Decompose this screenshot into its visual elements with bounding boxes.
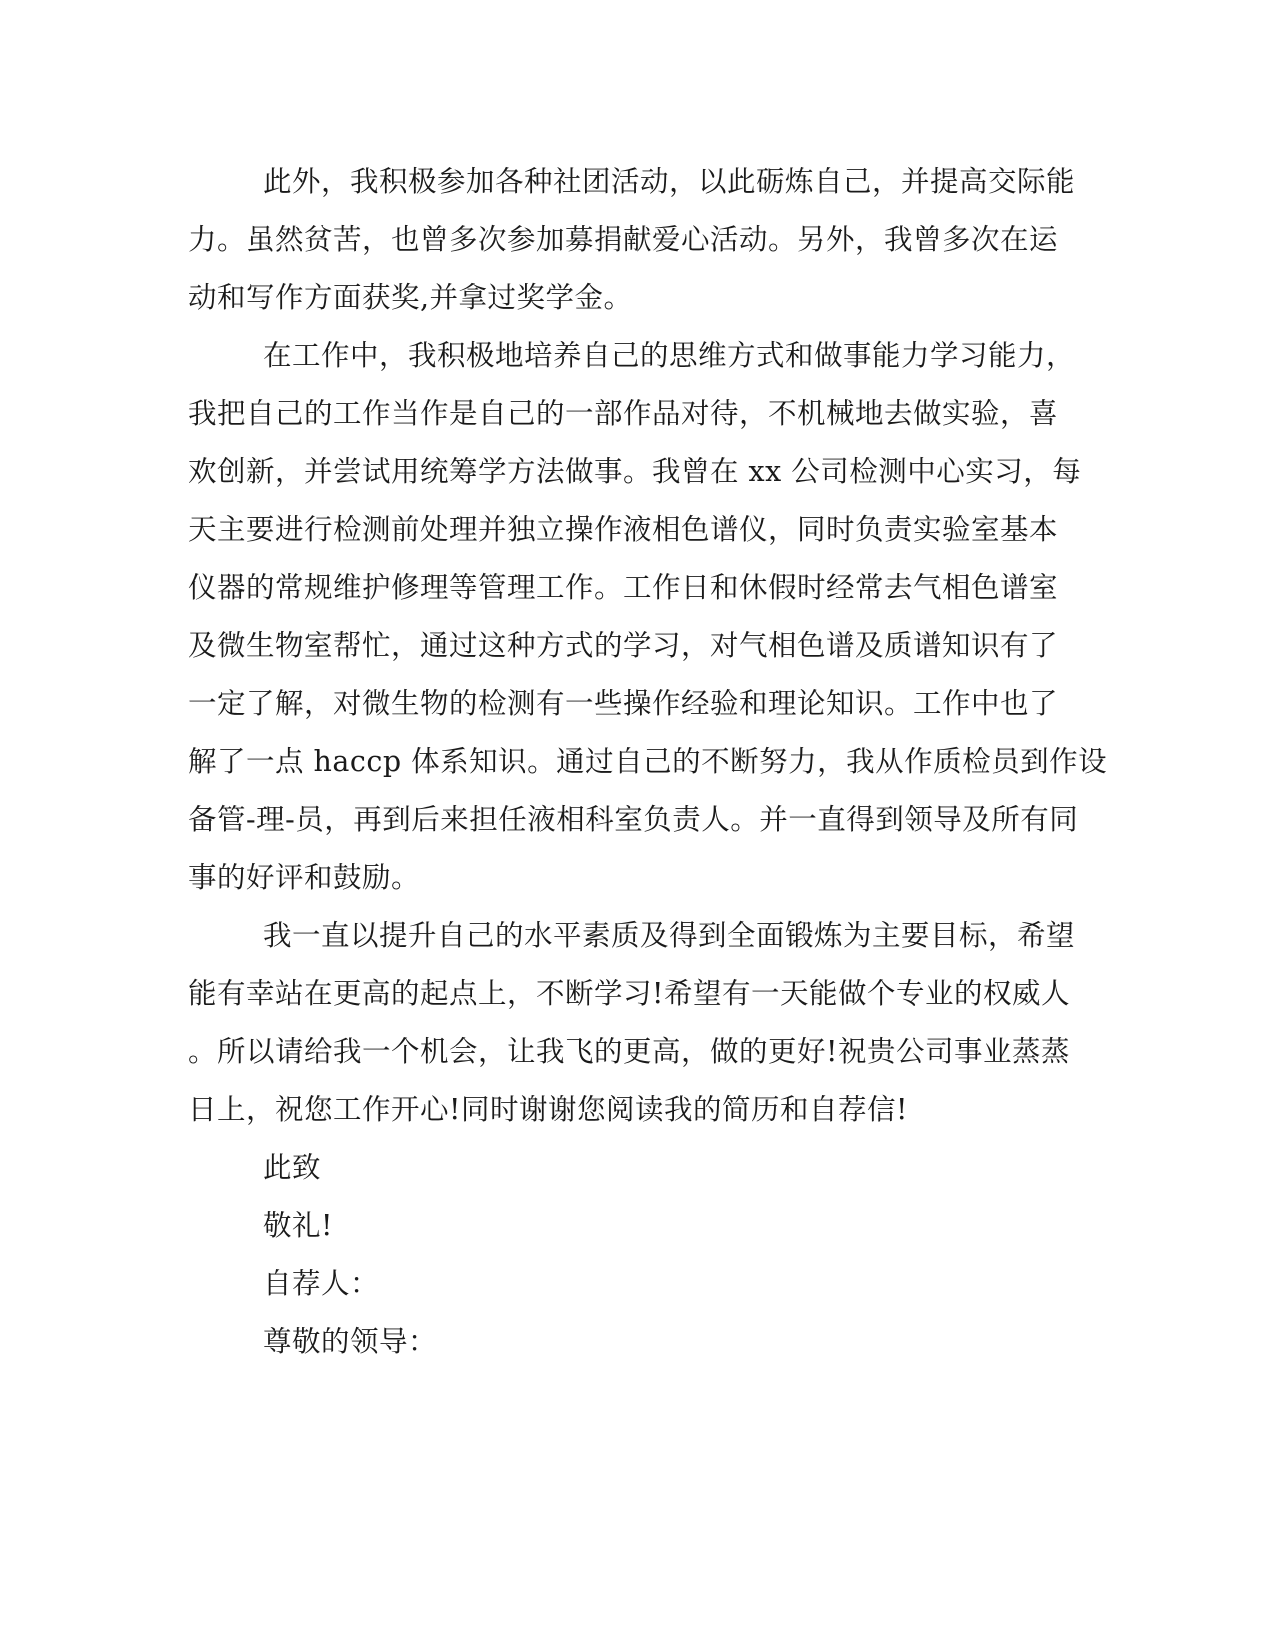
paragraph-2-line-9: 备管-理-员，再到后来担任液相科室负责人。并一直得到领导及所有同 [188,803,1079,836]
signature-label: 自荐人： [263,1267,380,1300]
paragraph-2-line-7: 一定了解，对微生物的检测有一些操作经验和理论知识。工作中也了 [188,687,1059,720]
closing-jing-li: 敬礼! [263,1209,333,1242]
salutation: 尊敬的领导： [263,1325,438,1358]
paragraph-2-line-8: 解了一点 haccp 体系知识。通过自己的不断努力，我从作质检员到作设 [188,745,1108,778]
paragraph-1-line-3: 动和写作方面获奖,并拿过奖学金。 [188,281,633,314]
paragraph-2-line-5: 仪器的常规维护修理等管理工作。工作日和休假时经常去气相色谱室 [188,571,1059,604]
paragraph-2-line-6: 及微生物室帮忙，通过这种方式的学习，对气相色谱及质谱知识有了 [188,629,1059,662]
closing-ci-zhi: 此致 [263,1151,322,1184]
paragraph-2-line-10: 事的好评和鼓励。 [188,861,421,894]
paragraph-3-line-4: 日上，祝您工作开心!同时谢谢您阅读我的简历和自荐信! [188,1093,908,1126]
paragraph-2-line-4: 天主要进行检测前处理并独立操作液相色谱仪，同时负责实验室基本 [188,513,1059,546]
paragraph-1-line-2: 力。虽然贫苦，也曾多次参加募捐献爱心活动。另外，我曾多次在运 [188,223,1059,256]
paragraph-2-line-1: 在工作中，我积极地培养自己的思维方式和做事能力学习能力， [263,339,1076,372]
paragraph-3-line-2: 能有幸站在更高的起点上，不断学习!希望有一天能做个专业的权威人 [188,977,1070,1010]
paragraph-2-line-3: 欢创新，并尝试用统筹学方法做事。我曾在 xx 公司检测中心实习，每 [188,455,1082,488]
paragraph-1-line-1: 此外，我积极参加各种社团活动，以此砺炼自己，并提高交际能 [263,165,1076,198]
paragraph-3-line-3: 。所以请给我一个机会，让我飞的更高，做的更好!祝贵公司事业蒸蒸 [188,1035,1070,1068]
paragraph-3-line-1: 我一直以提升自己的水平素质及得到全面锻炼为主要目标，希望 [263,919,1076,952]
paragraph-2-line-2: 我把自己的工作当作是自己的一部作品对待，不机械地去做实验，喜 [188,397,1059,430]
